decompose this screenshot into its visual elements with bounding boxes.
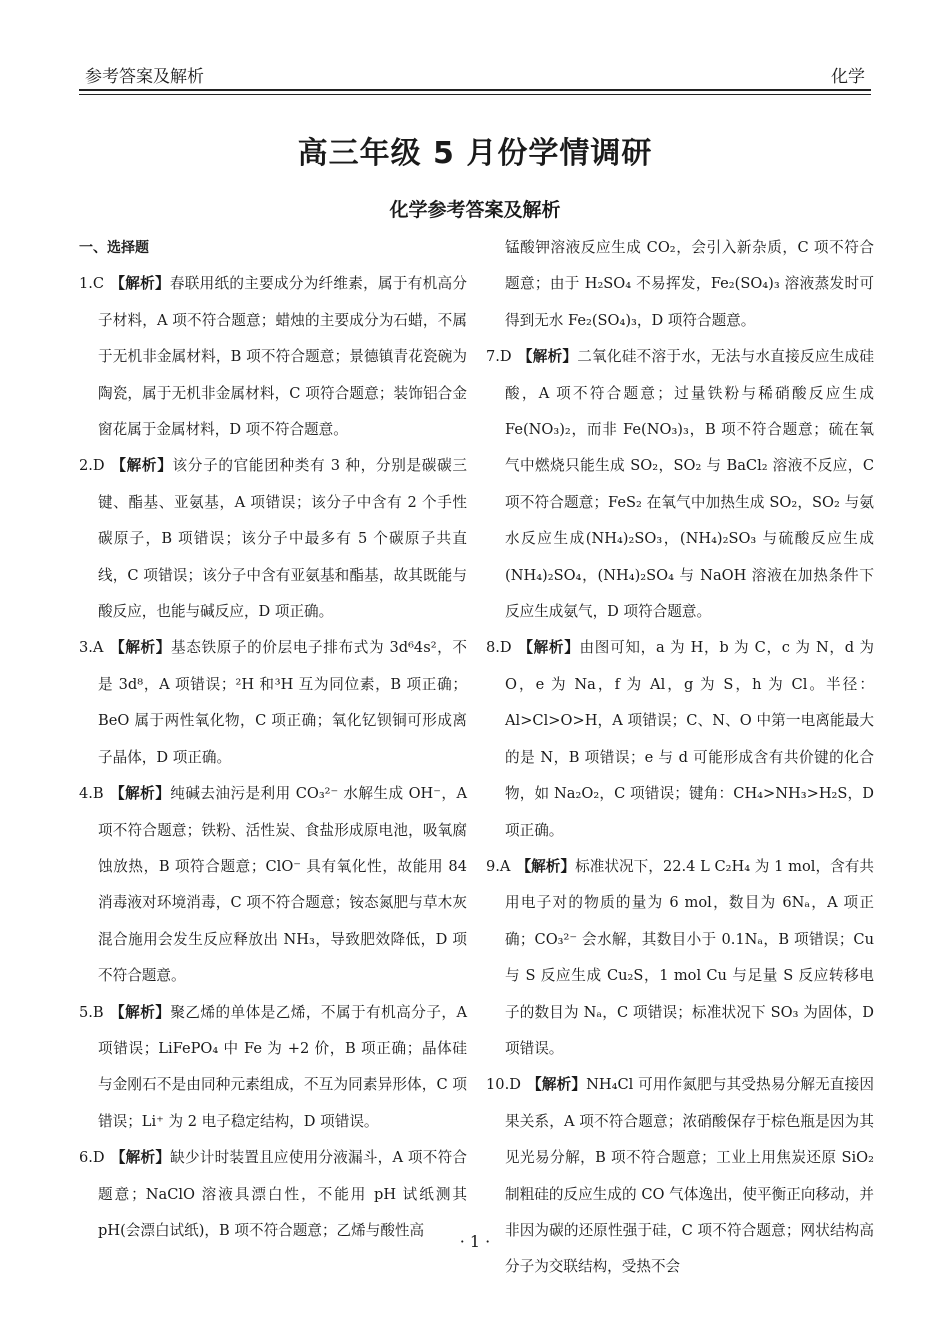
answer-item-5: 5.B 【解析】聚乙烯的单体是乙烯，不属于有机高分子，A 项错误；LiFePO₄ 中 Fe 为 +2 价，B 项正确；晶体硅与金刚石不是由同种元素组成，不互为同素异形体，C 项错误；Li⁺ 为 2 电子稳定结构，D 项错误。 — [79, 1003, 467, 1130]
header-subject: 化学 — [831, 67, 865, 87]
answer-item-9: 9.A 【解析】标准状况下，22.4 L C₂H₄ 为 1 mol，含有共用电子对的物质的量为 6 mol，数目为 6Nₐ，A 项正确；CO₃²⁻ 会水解，其数目小于 0.1Nₐ，B 项错误；Cu 与 S 反应生成 Cu₂S，1 mol Cu 与足量 S 反应转移电子的数目为 Nₐ，C 项错误；标准状况下 SO₃ 为固体，D 项错误。 — [486, 857, 874, 1057]
answer-item-3: 3.A 【解析】基态铁原子的价层电子排布式为 3d⁶4s²，不是 3d⁸，A 项错误；²H 和³H 互为同位素，B 项正确；BeO 属于两性氧化物，C 项正确；氧化钇钡铜可形成离子晶体，D 项正确。 — [79, 639, 467, 766]
header-rule-thick — [79, 89, 871, 91]
answer-item-1: 1.C 【解析】春联用纸的主要成分为纤维素，属于有机高分子材料，A 项不符合题意；蜡烛的主要成分为石蜡，不属于无机非金属材料，B 项不符合题意；景德镇青花瓷碗为陶瓷，属于无机非金属材料，C 项符合题意；装饰铝合金窗花属于金属材料，D 项不符合题意。 — [79, 275, 467, 439]
page-subtitle: 化学参考答案及解析 — [389, 199, 561, 221]
header-rule-thin — [79, 94, 871, 95]
header-left-title: 参考答案及解析 — [85, 67, 204, 87]
page-title: 高三年级 5 月份学情调研 — [297, 136, 653, 171]
left-column — [79, 230, 467, 1249]
right-column — [486, 230, 874, 1286]
answer-item-7: 7.D 【解析】二氧化硅不溶于水，无法与水直接反应生成硅酸，A 项不符合题意；过量铁粉与稀硝酸反应生成 Fe(NO₃)₂，而非 Fe(NO₃)₃，B 项不符合题意；硫在氧气中燃烧只能生成 SO₂，SO₂ 与 BaCl₂ 溶液不反应，C 项不符合题意；FeS₂ 在氧气中加热生成 SO₂，SO₂ 与氨水反应生成(NH₄)₂SO₃，(NH₄)₂SO₃ 与硫酸反应生成(NH₄)₂SO₄，(NH₄)₂SO₄ 与 NaOH 溶液在加热条件下反应生成氨气，D 项符合题意。 — [486, 348, 874, 621]
answer-item-4: 4.B 【解析】纯碱去油污是利用 CO₃²⁻ 水解生成 OH⁻，A 项不符合题意；铁粉、活性炭、食盐形成原电池，吸氧腐蚀放热，B 项符合题意；ClO⁻ 具有氧化性，故能用 84 消毒液对环境消毒，C 项不符合题意；铵态氮肥与草木灰混合施用会发生反应释放出 NH₃，导致肥效降低，D 项不符合题意。 — [79, 785, 467, 985]
page-number: · 1 · — [459, 1232, 491, 1251]
running-header — [79, 58, 871, 92]
answer-item-6-continued: 锰酸钾溶液反应生成 CO₂，会引入新杂质，C 项不符合题意；由于 H₂SO₄ 不易挥发，Fe₂(SO₄)₃ 溶液蒸发时可得到无水 Fe₂(SO₄)₃，D 项符合题意。 — [505, 239, 874, 329]
answer-item-6: 6.D 【解析】缺少计时装置且应使用分液漏斗，A 项不符合题意；NaClO 溶液具漂白性，不能用 pH 试纸测其 pH(会漂白试纸)，B 项不符合题意；乙烯与酸性高 — [79, 1149, 467, 1239]
section-heading: 一、选择题 — [79, 240, 149, 256]
answer-item-10: 10.D 【解析】NH₄Cl 可用作氮肥与其受热易分解无直接因果关系，A 项不符合题意；浓硝酸保存于棕色瓶是因为其见光易分解，B 项不符合题意；工业上用焦炭还原 SiO₂ 制粗硅的反应生成的 CO 气体逸出，使平衡正向移动，并非因为碳的还原性强于硅，C 项不符合题意；网状结构高分子为交联结构，受热不会 — [486, 1076, 874, 1276]
answer-item-2: 2.D 【解析】该分子的官能团种类有 3 种，分别是碳碳三键、酯基、亚氨基，A 项错误；该分子中含有 2 个手性碳原子，B 项错误；该分子中最多有 5 个碳原子共直线，C 项错误；该分子中含有亚氨基和酯基，故其既能与酸反应，也能与碱反应，D 项正确。 — [79, 457, 467, 621]
answer-item-8: 8.D 【解析】由图可知，a 为 H，b 为 C，c 为 N，d 为 O，e 为 Na，f 为 Al，g 为 S，h 为 Cl。半径：Al>Cl>O>H，A 项错误；C、N、O 中第一电离能最大的是 N，B 项错误；e 与 d 可能形成含有共价键的化合物，如 Na₂O₂，C 项错误；键角：CH₄>NH₃>H₂S，D 项正确。 — [486, 639, 874, 839]
